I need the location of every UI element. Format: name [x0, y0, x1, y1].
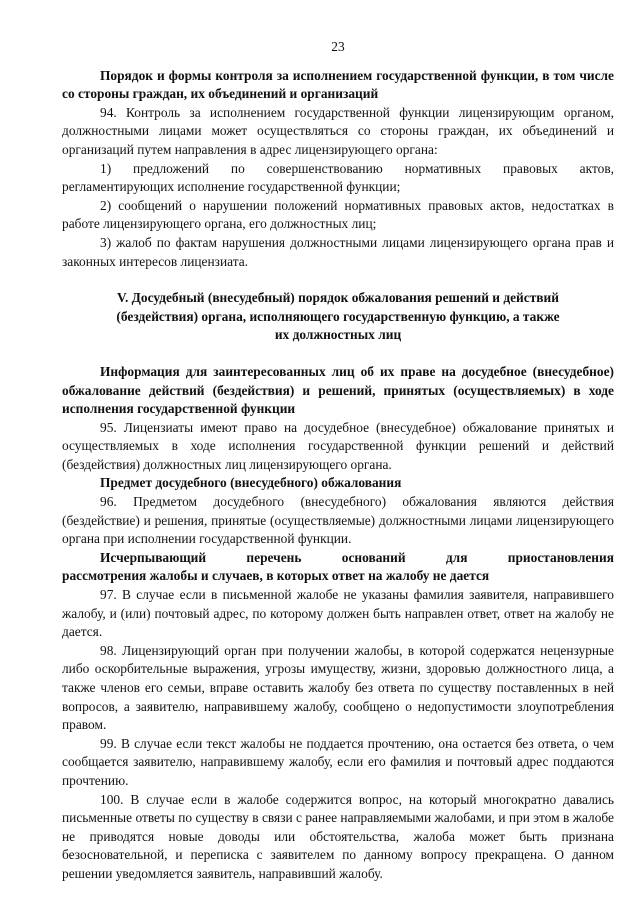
paragraph-97: 97. В случае если в письменной жалобе не указаны фамилия заявителя, направившего жалобу, и (или) почтовый адрес, по которому должен быть направлен ответ, ответ на жалобу не дается. [62, 587, 614, 640]
paragraph-95: 95. Лицензиаты имеют право на досудебное (внесудебное) обжалование принятых и осуществляемых в ходе исполнения государственной функции решений и действий (бездействия) должностных лиц лицензирующего органа. [62, 419, 614, 472]
list-item: 3) жалоб по фактам нарушения должностными лицами лицензирующего органа прав и законных интересов лицензиата. [62, 234, 614, 269]
info-heading: Информация для заинтересованных лиц об их праве на досудебное (внесудебное) обжалование действий (бездействия) и решений, принятых (осуществляемых) в ходе исполнения государственной функции [62, 363, 614, 417]
page-number: 23 [331, 39, 345, 54]
grounds-heading-line: Исчерпывающий перечень оснований для приостановления [100, 549, 614, 565]
control-section-heading: Порядок и формы контроля за исполнением государственной функции, в том числе со стороны граждан, их объединений и организаций [62, 67, 614, 102]
section-5-heading-line: V. Досудебный (внесудебный) порядок обжалования решений и действий [117, 290, 559, 306]
paragraph-94: 94. Контроль за исполнением государственной функции лицензирующим органом, должностными лицами может осуществляться со стороны граждан, их объединений и организаций путем направления в адрес лицензирующего органа: [62, 104, 614, 157]
list-item: 2) сообщений о нарушении положений нормативных правовых актов, недостатках в работе лицензирующего органа, его должностных лиц; [62, 197, 614, 232]
paragraph-96: 96. Предметом досудебного (внесудебного) обжалования являются действия (бездействие) и решения, принятые (осуществляемые) должностными лицами лицензирующего органа при исполнении государственной функции. [62, 494, 614, 547]
subject-heading: Предмет досудебного (внесудебного) обжалования [100, 475, 402, 491]
document-page [62, 38, 614, 884]
paragraph-98: 98. Лицензирующий орган при получении жалобы, в которой содержатся нецензурные либо оскорбительные выражения, угрозы имуществу, жизни, здоровью должностного лица, а также членов его семьи, вправе оставить жалобу без ответа по существу поставленных в ней вопросов, а заявителю, направившему жалобу, сообщено о недопустимости злоупотребления правом. [62, 642, 614, 733]
section-5-heading-line: их должностных лиц [274, 327, 402, 343]
section-5-heading [62, 289, 614, 345]
list-item: 1) предложений по совершенствованию нормативных правовых актов, регламентирующих исполнение государственной функции; [62, 160, 614, 195]
section-5-heading-line: (бездействия) органа, исполняющего государственную функцию, а также [116, 308, 560, 324]
paragraph-100: 100. В случае если в жалобе содержится вопрос, на который многократно давались письменные ответы по существу в связи с ранее направляемыми жалобами, и при этом в жалобе не приводятся новые доводы или обстоятельства, жалоба может быть признана безосновательной, и переписка с заявителем по данному вопросу прекращена. О данном решении уведомляется заявитель, направивший жалобу. [62, 791, 614, 881]
grounds-heading-line: рассмотрения жалобы и случаев, в которых ответ на жалобу не дается [62, 568, 490, 584]
paragraph-99: 99. В случае если текст жалобы не поддается прочтению, она остается без ответа, о чем сообщается заявителю, направившему жалобу, если его фамилия и почтовый адрес поддаются прочтению. [62, 735, 614, 788]
